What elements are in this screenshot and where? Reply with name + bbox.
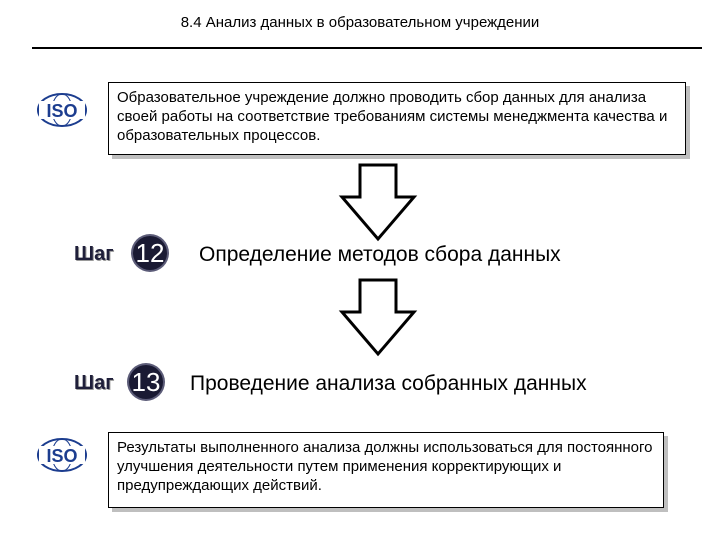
down-arrow-icon xyxy=(338,278,418,358)
step-label: Шаг xyxy=(74,243,114,265)
requirement-box-top: Образовательное учреждение должно проводить сбор данных для анализа своей работы на соответствие требованиям системы менеджмента качества и образовательных процессов. xyxy=(108,82,686,155)
iso-logo-text: ISO xyxy=(46,446,78,466)
step-description: Определение методов сбора данных xyxy=(199,243,561,266)
iso-logo-text: ISO xyxy=(46,101,78,121)
iso-logo-icon xyxy=(36,92,88,128)
requirement-box-bottom: Результаты выполненного анализа должны использоваться для постоянного улучшения деятельности путем применения корректирующих и предупреждающих действий. xyxy=(108,432,664,508)
title-underline xyxy=(32,47,702,49)
step-number-badge: 12 xyxy=(133,236,167,270)
step-description: Проведение анализа собранных данных xyxy=(190,372,587,395)
step-number-badge: 13 xyxy=(129,365,163,399)
step-label: Шаг xyxy=(74,372,114,394)
iso-logo-icon xyxy=(36,437,88,473)
down-arrow-icon xyxy=(338,163,418,243)
page-title: 8.4 Анализ данных в образовательном учреждении xyxy=(180,14,540,31)
